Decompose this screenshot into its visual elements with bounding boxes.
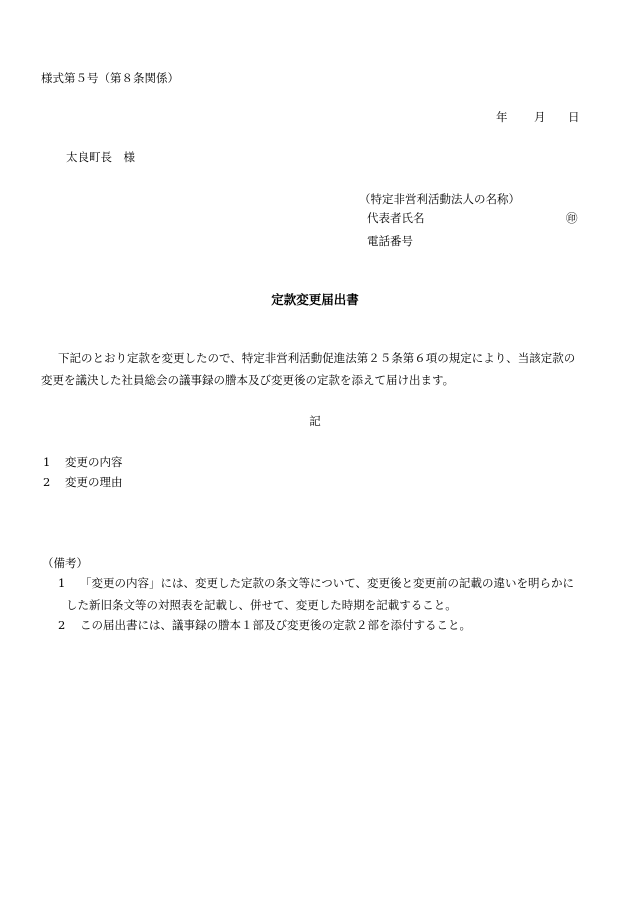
body-text-line-2: 変更を議決した社員総会の議事録の謄本及び変更後の定款を添えて届け出ます。 <box>41 373 455 387</box>
note-number: 2 <box>58 618 66 632</box>
date-day-label: 日 <box>568 110 580 124</box>
document-title: 定款変更届出書 <box>271 292 359 307</box>
note-1-line-2: した新旧条文等の対照表を記載し、併せて、変更した時期を記載すること。 <box>66 598 457 612</box>
date-month-label: 月 <box>534 110 546 124</box>
item-label: 変更の理由 <box>65 475 123 489</box>
form-number: 様式第５号（第８条関係） <box>41 71 179 85</box>
item-label: 変更の内容 <box>65 455 123 469</box>
list-item <box>43 477 123 489</box>
note-text: この届出書には、議事録の謄本１部及び変更後の定款２部を添付すること。 <box>80 618 471 632</box>
item-number: 1 <box>43 455 51 469</box>
item-number: 2 <box>43 475 51 489</box>
ki-heading: 記 <box>309 414 321 428</box>
org-name-label: （特定非営利活動法人の名称） <box>359 192 520 206</box>
notes-heading: （備考） <box>42 556 88 570</box>
note-text: 「変更の内容」には、変更した定款の条文等について、変更後と変更前の記載の違いを明らかに <box>80 576 575 590</box>
note-number: 1 <box>58 576 66 590</box>
list-item <box>43 457 123 469</box>
body-text-line-1: 下記のとおり定款を変更したので、特定非営利活動促進法第２５条第６項の規定により、当該定款の <box>58 351 576 365</box>
representative-label: 代表者氏名 <box>367 211 425 225</box>
date-year-label: 年 <box>496 110 508 124</box>
seal-mark-icon: ㊞ <box>566 211 578 225</box>
note-2 <box>58 620 471 632</box>
phone-label: 電話番号 <box>367 234 413 248</box>
note-1-line-1 <box>58 578 574 590</box>
addressee: 太良町長 様 <box>66 150 135 164</box>
